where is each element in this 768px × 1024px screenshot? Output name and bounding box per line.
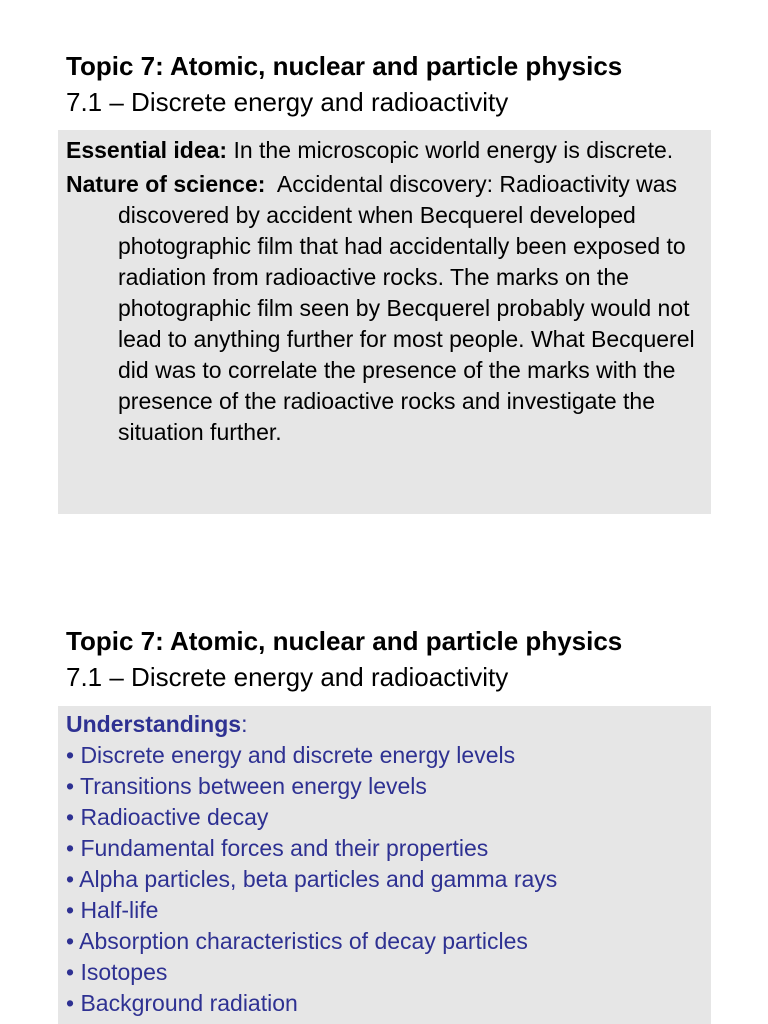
nature-of-science-label: Nature of science: [66, 171, 266, 197]
understandings-heading [66, 709, 703, 740]
slide-1-title-block [66, 48, 728, 120]
list-item: • Fundamental forces and their properties [66, 835, 489, 861]
list-item: • Alpha particles, beta particles and gamma rays [66, 866, 558, 892]
list-item: • Half-life [66, 897, 159, 923]
list-item: • Discrete energy and discrete energy levels [66, 742, 516, 768]
understandings-colon: : [241, 711, 248, 737]
list-item: • Isotopes [66, 959, 168, 985]
list-item: • Absorption characteristics of decay particles [66, 928, 528, 954]
essential-idea-text: In the microscopic world energy is discrete. [227, 137, 674, 163]
essential-idea-label: Essential idea: [66, 137, 228, 163]
essential-idea-box [58, 130, 711, 514]
nature-of-science-paragraph [66, 169, 703, 448]
nature-of-science-text: Accidental discovery: Radioactivity was discovered by accident when Becquerel developed photographic film that had accidentally been exposed to radiation from radioactive rocks. The marks on the photographic film seen by Becquerel probably would not lead to anything further for most people. What Becquerel did was to correlate the presence of the marks with the presence of the radioactive rocks and investigate the situation further. [118, 171, 701, 445]
understandings-box [58, 706, 711, 1024]
slide-2-title-block [66, 623, 728, 695]
list-item: • Background radiation [66, 990, 298, 1016]
understandings-list [66, 740, 703, 1019]
topic-title: Topic 7: Atomic, nuclear and particle physics [66, 626, 623, 656]
subtopic-title: 7.1 – Discrete energy and radioactivity [66, 662, 509, 692]
list-item: • Transitions between energy levels [66, 773, 427, 799]
list-item: • Radioactive decay [66, 804, 269, 830]
slide-understandings [0, 575, 768, 1024]
essential-idea-paragraph [66, 135, 703, 166]
topic-title: Topic 7: Atomic, nuclear and particle physics [66, 51, 623, 81]
subtopic-title: 7.1 – Discrete energy and radioactivity [66, 87, 509, 117]
understandings-label: Understandings [66, 711, 242, 737]
